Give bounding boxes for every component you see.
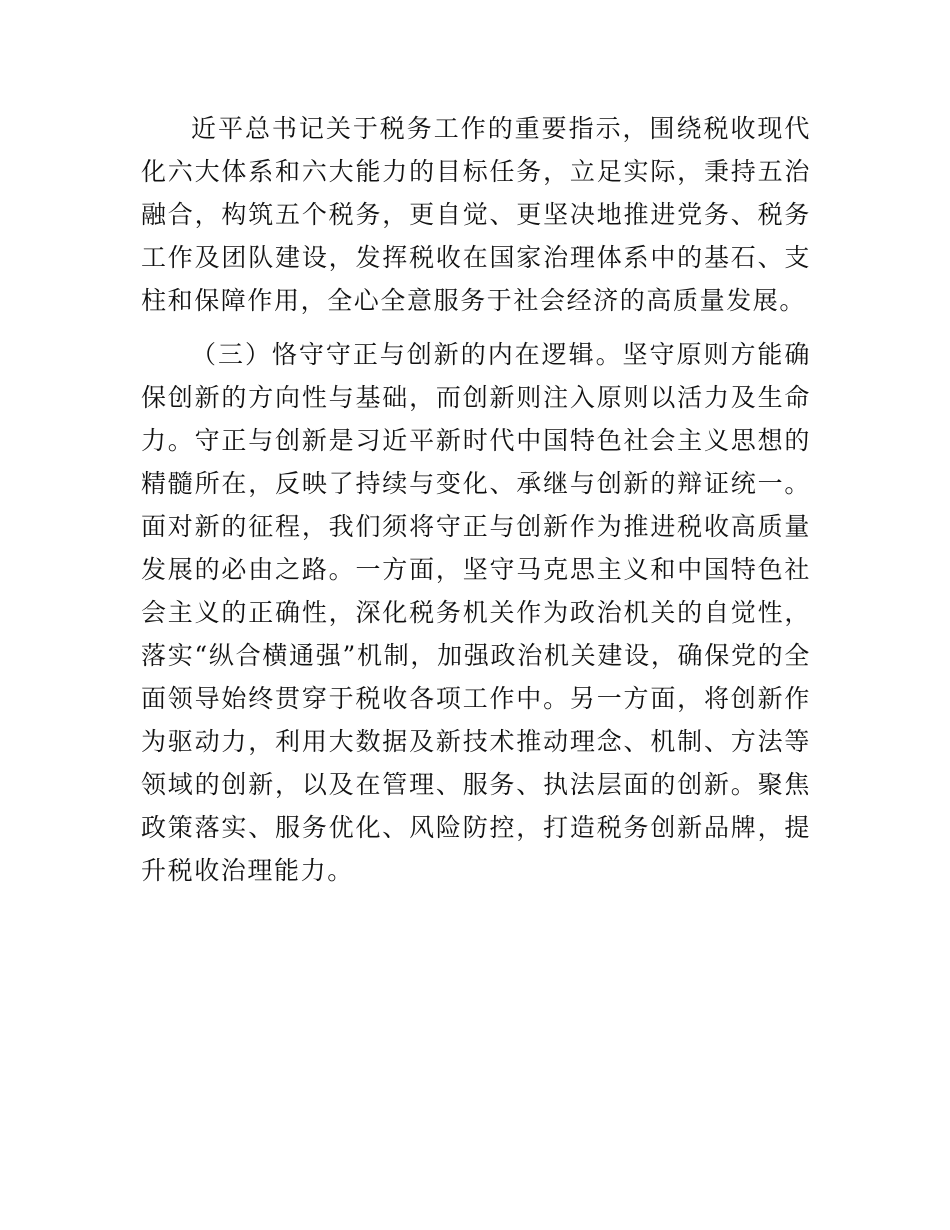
paragraph-continuation: 近平总书记关于税务工作的重要指示，围绕税收现代化六大体系和六大能力的目标任务，立足实际，秉持五治融合，构筑五个税务，更自觉、更坚决地推进党务、税务工作及团队建设，发挥税收在国家治理体系中的基石、支柱和保障作用，全心全意服务于社会经济的高质量发展。 — [141, 114, 811, 315]
paragraph-section-three: （三）恪守守正与创新的内在逻辑。坚守原则方能确保创新的方向性与基础，而创新则注入原则以活力及生命力。守正与创新是习近平新时代中国特色社会主义思想的精髓所在，反映了持续与变化、承继与创新的辩证统一。面对新的征程，我们须将守正与创新作为推进税收高质量发展的必由之路。一方面，坚守马克思主义和中国特色社会主义的正确性，深化税务机关作为政治机关的自觉性，落实“纵合横通强”机制，加强政治机关建设，确保党的全面领导始终贯穿于税收各项工作中。另一方面，将创新作为驱动力，利用大数据及新技术推动理念、机制、方法等领域的创新，以及在管理、服务、执法层面的创新。聚焦政策落实、服务优化、风险防控，打造税务创新品牌，提升税收治理能力。 — [141, 340, 811, 885]
document-body — [141, 107, 811, 892]
